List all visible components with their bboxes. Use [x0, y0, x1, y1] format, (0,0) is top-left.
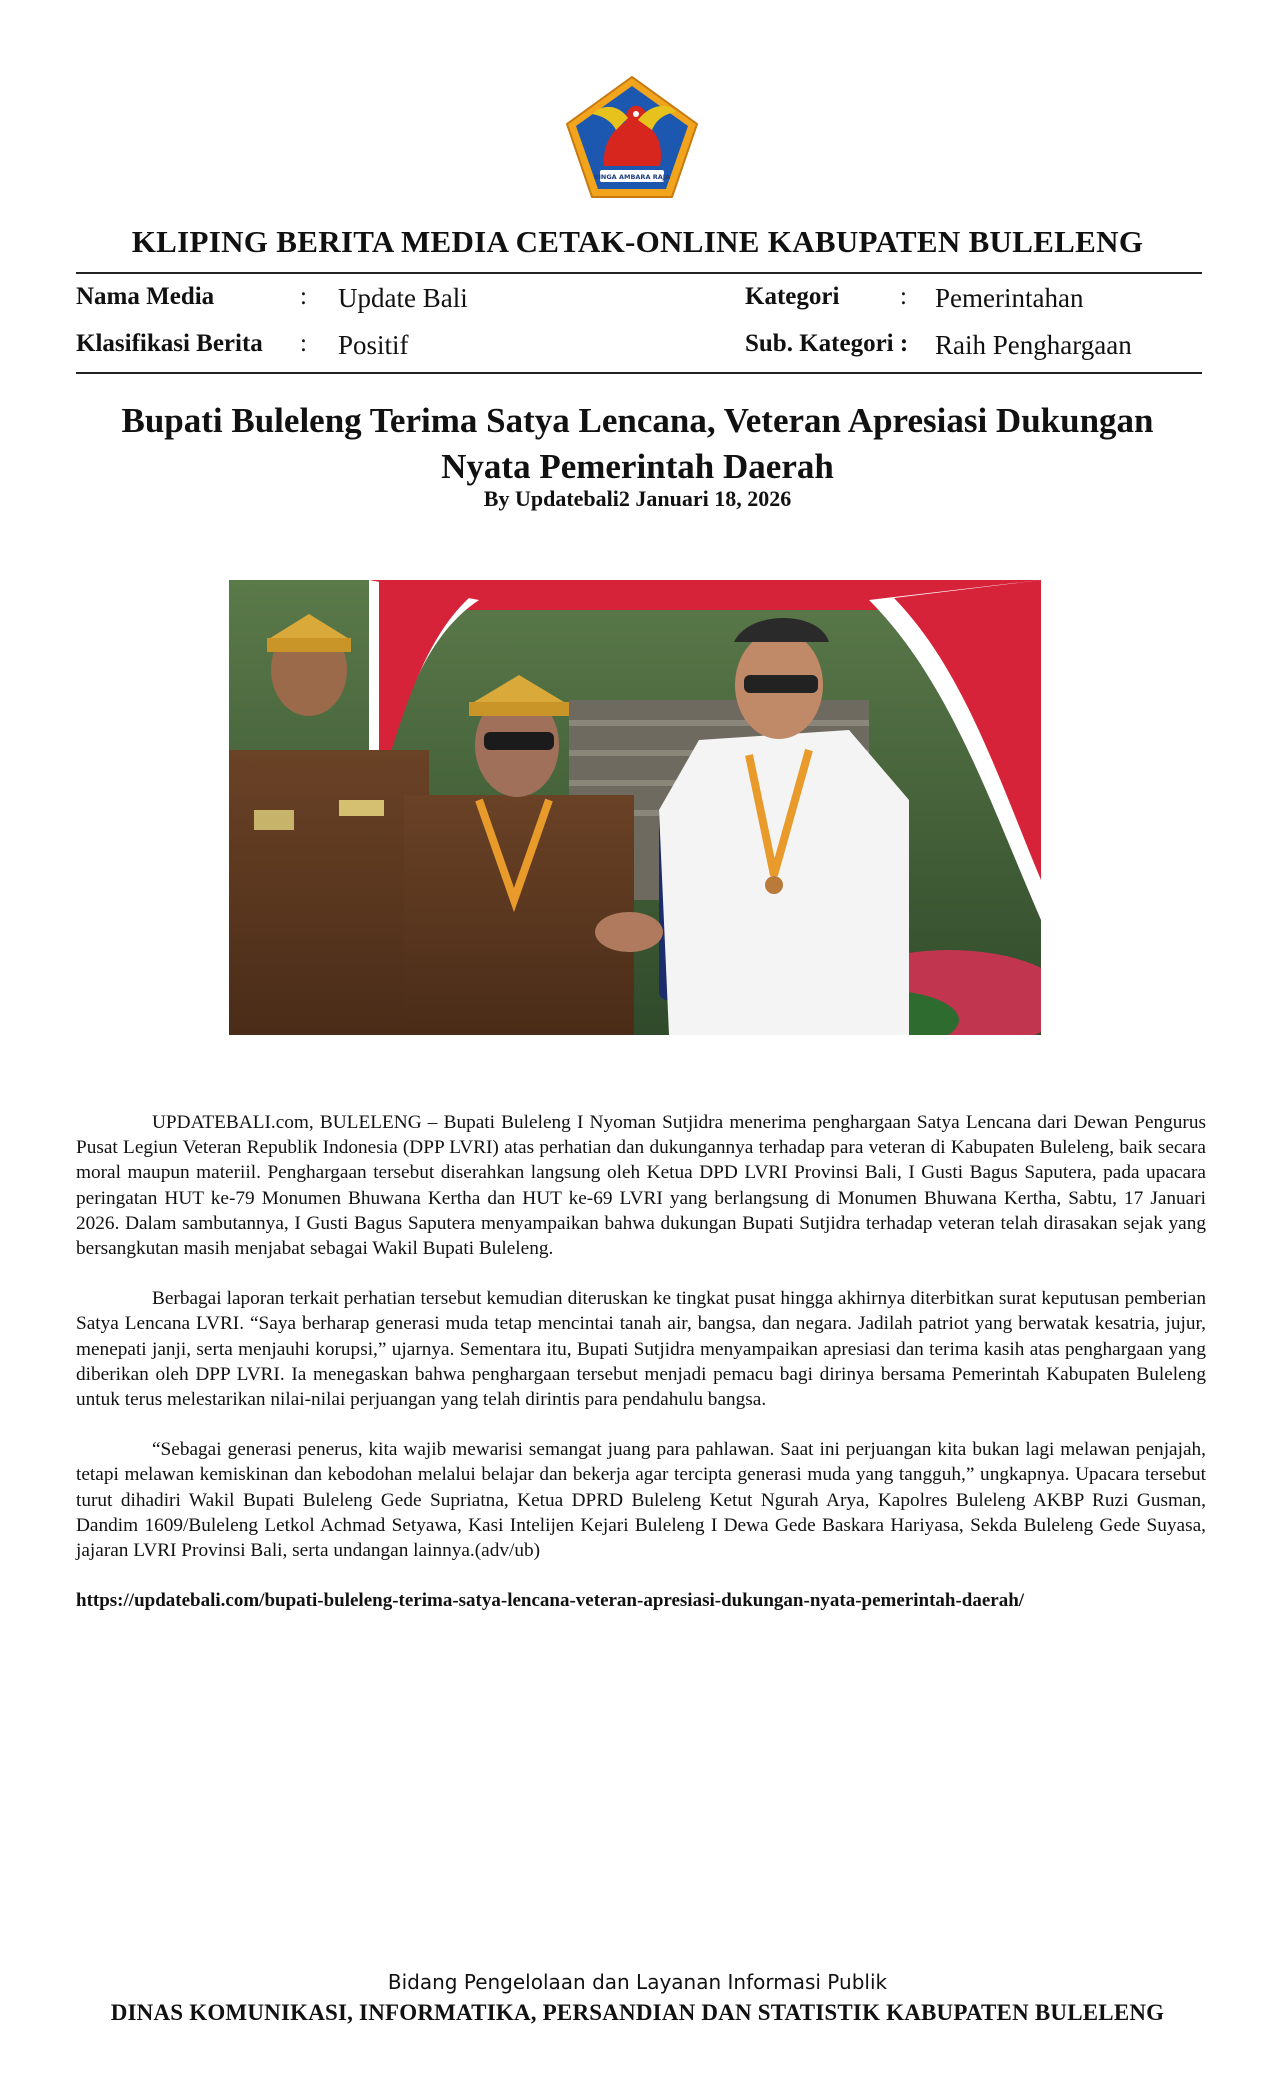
source-link[interactable]: https://updatebali.com/bupati-buleleng-terima-satya-lencana-veteran-apresiasi-dukungan-nyata-pemerintah-daerah/ [76, 1590, 1025, 1611]
article-paragraph: UPDATEBALI.com, BULELENG – Bupati Buleleng I Nyoman Sutjidra menerima penghargaan Satya Lencana dari Dewan Pengurus Pusat Legiun Veteran Republik Indonesia (DPP LVRI) atas perhatian dan dukungannya terhadap para veteran di Kabupaten Buleleng, baik secara moral maupun materiil. Penghargaan tersebut diserahkan langsung oleh Ketua DPD LVRI Provinsi Bali, I Gusti Bagus Saputera, pada upacara peringatan HUT ke-79 Monumen Bhuwana Kertha dan HUT ke-69 LVRI yang berlangsung di Monumen Bhuwana Kertha, Sabtu, 17 Januari 2026. Dalam sambutannya, I Gusti Bagus Saputera menyampaikan bahwa dukungan Bupati Sutjidra terhadap veteran telah dirasakan sejak yang bersangkutan masih menjabat sebagai Wakil Bupati Buleleng. [76, 1112, 1206, 1260]
meta-divider [76, 372, 1202, 374]
footer-division: Bidang Pengelolaan dan Layanan Informasi Publik [387, 1970, 888, 1994]
page-title: KLIPING BERITA MEDIA CETAK-ONLINE KABUPATEN BULELENG [131, 224, 1144, 259]
classification-label: Klasifikasi Berita [76, 330, 263, 357]
classification-colon: : [300, 330, 307, 357]
category-label: Kategori [745, 283, 840, 310]
media-name-label: Nama Media [76, 283, 215, 310]
article-body [76, 1110, 1206, 1563]
article-byline: By Updatebali2 Januari 18, 2026 [483, 486, 792, 511]
header-divider [76, 272, 1202, 274]
footer-agency: DINAS KOMUNIKASI, INFORMATIKA, PERSANDIAN DAN STATISTIK KABUPATEN BULELENG [110, 2000, 1165, 2025]
media-name-colon: : [300, 283, 307, 310]
media-name-value: Update Bali [338, 283, 468, 313]
buleleng-emblem-icon [564, 74, 700, 200]
article-paragraph: “Sebagai generasi penerus, kita wajib mewarisi semangat juang para pahlawan. Saat ini perjuangan kita bukan lagi melawan penjajah, tetapi melawan kemiskinan dan kebodohan melalui belajar dan bekerja agar tercipta generasi muda yang tangguh,” ungkapnya. Upacara tersebut turut dihadiri Wakil Bupati Buleleng Gede Supriatna, Ketua DPRD Buleleng Ketut Ngurah Arya, Kapolres Buleleng AKBP Ruzi Gusman, Dandim 1609/Buleleng Letkol Achmad Setyawa, Kasi Intelijen Kejari Buleleng I Dewa Gede Baskara Hariyasa, Sekda Buleleng Gede Suyasa, jajaran LVRI Provinsi Bali, serta undangan lainnya.(adv/ub) [76, 1439, 1206, 1562]
category-value: Pemerintahan [935, 283, 1084, 313]
article-headline: Bupati Buleleng Terima Satya Lencana, Veteran Apresiasi Dukungan Nyata Pemerintah Daerah [121, 401, 1154, 486]
subcategory-value: Raih Penghargaan [935, 330, 1132, 360]
photo-award-ceremony-icon [229, 580, 1041, 1035]
classification-value: Positif [338, 330, 409, 360]
category-colon: : [900, 283, 907, 310]
subcategory-label: Sub. Kategori : [745, 330, 909, 357]
article-paragraph: Berbagai laporan terkait perhatian tersebut kemudian diteruskan ke tingkat pusat hingga akhirnya diterbitkan surat keputusan pemberian Satya Lencana LVRI. “Saya berharap generasi muda tetap mencintai tanah air, bangsa, dan negara. Jadilah patriot yang berwatak kesatria, jujur, menepati janji, serta menjauhi korupsi,” ujarnya. Sementara itu, Bupati Sutjidra menyampaikan apresiasi dan terima kasih atas penghargaan yang diberikan oleh DPP LVRI. Ia menegaskan bahwa penghargaan tersebut menjadi pemacu bagi dirinya bersama Pemerintah Kabupaten Buleleng untuk terus melestarikan nilai-nilai perjuangan yang telah dirintis para pendahulu bangsa. [76, 1288, 1206, 1411]
emblem-motto: SINGA AMBARA RAJA [593, 173, 671, 181]
